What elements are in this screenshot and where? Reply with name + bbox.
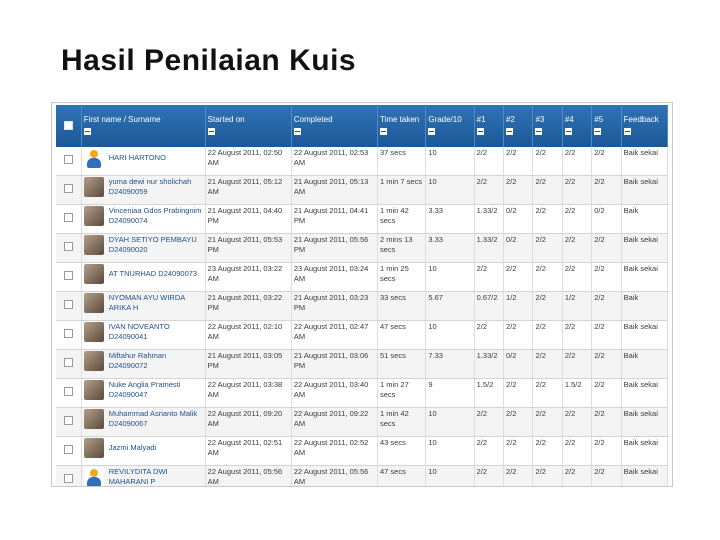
grade-cell[interactable]: 5.67 [426,292,474,321]
row-checkbox[interactable] [64,184,73,193]
q2-cell[interactable]: 2/2 [504,176,533,205]
collapse-icon[interactable] [565,128,572,135]
q2-cell[interactable]: 2/2 [504,263,533,292]
q4-cell[interactable]: 2/2 [562,263,591,292]
grade-cell[interactable]: 9 [426,379,474,408]
user-avatar[interactable] [84,293,104,313]
user-avatar[interactable] [84,177,104,197]
student-name-link[interactable]: Muhammad Asrianto Malik D24090067 [108,409,198,428]
grade-cell[interactable]: 10 [426,408,474,437]
started-cell: 21 August 2011, 04:40 PM [205,205,291,234]
collapse-icon[interactable] [428,128,435,135]
quiz-results-panel [51,102,673,487]
student-name-link[interactable]: Vinceniaa Gdos Prabingnim D24090074 [108,206,202,225]
q5-cell[interactable]: 2/2 [592,234,621,263]
q2-cell[interactable]: 2/2 [504,408,533,437]
q5-cell[interactable]: 2/2 [592,176,621,205]
q3-cell[interactable]: 2/2 [533,379,562,408]
q3-cell[interactable]: 2/2 [533,147,562,176]
grade-cell[interactable]: 10 [426,176,474,205]
row-checkbox[interactable] [64,271,73,280]
completed-cell: 22 August 2011, 05:56 AM [291,466,377,488]
q2-cell[interactable]: 2/2 [504,321,533,350]
time-cell: 1 min 42 secs [377,205,425,234]
student-name-link[interactable]: AT TNURHAD D24090073 [108,269,198,278]
table-row [56,234,668,263]
name-cell [81,292,205,321]
row-checkbox[interactable] [64,387,73,396]
q2-cell[interactable]: 1/2 [504,292,533,321]
q3-cell[interactable]: 2/2 [533,176,562,205]
time-cell: 43 secs [377,437,425,466]
user-avatar[interactable] [84,351,104,371]
student-name-link[interactable]: Jazmi Malyadi [108,443,157,452]
q4-cell[interactable]: 2/2 [562,437,591,466]
col-q4[interactable]: #4 [562,105,591,147]
collapse-icon[interactable] [380,128,387,135]
q2-cell[interactable]: 2/2 [504,147,533,176]
table-row [56,263,668,292]
student-name-link[interactable]: yuma dewi nur sholichah D24090059 [108,177,192,196]
time-cell: 47 secs [377,321,425,350]
grade-cell[interactable]: 10 [426,437,474,466]
table-row [56,205,668,234]
col-q2[interactable]: #2 [504,105,533,147]
feedback-cell: Baik sekai [621,408,667,437]
col-q5[interactable]: #5 [592,105,621,147]
q4-cell[interactable]: 2/2 [562,350,591,379]
student-name-link[interactable]: NYOMAN AYU WIRDA ARIKA H [108,293,185,312]
col-q3[interactable]: #3 [533,105,562,147]
completed-cell: 22 August 2011, 03:40 AM [291,379,377,408]
feedback-cell: Baik sekai [621,321,667,350]
default-user-icon[interactable] [84,148,104,168]
q1-cell[interactable]: 2/2 [474,466,503,488]
started-cell: 23 August 2011, 03:22 AM [205,263,291,292]
collapse-icon[interactable] [624,128,631,135]
feedback-cell: Baik sekai [621,176,667,205]
col-feedback[interactable]: Feedback [621,105,667,147]
q3-cell[interactable]: 2/2 [533,437,562,466]
select-all-header [56,105,81,147]
name-cell [81,205,205,234]
q5-cell[interactable]: 2/2 [592,321,621,350]
row-select-cell [56,437,81,466]
q4-cell[interactable]: 2/2 [562,234,591,263]
q3-cell[interactable]: 2/2 [533,321,562,350]
row-checkbox[interactable] [64,213,73,222]
select-all-checkbox[interactable] [64,121,73,130]
header-row [56,105,668,147]
slide-title: Hasil Penilaian Kuis [61,44,357,77]
grade-cell[interactable]: 7.33 [426,350,474,379]
q4-cell[interactable]: 1.5/2 [562,379,591,408]
q4-cell[interactable]: 2/2 [562,321,591,350]
q3-cell[interactable]: 2/2 [533,205,562,234]
completed-cell: 23 August 2011, 03:24 AM [291,263,377,292]
collapse-icon[interactable] [594,128,601,135]
table-row [56,466,668,488]
feedback-cell: Baik sekai [621,263,667,292]
feedback-cell: Baik sekai [621,379,667,408]
row-select-cell [56,350,81,379]
q2-cell[interactable]: 0/2 [504,234,533,263]
quiz-results-table [56,105,668,487]
name-cell [81,321,205,350]
name-cell [81,466,205,488]
completed-cell: 21 August 2011, 04:41 PM [291,205,377,234]
feedback-cell: Baik [621,292,667,321]
row-select-cell [56,234,81,263]
table-row [56,408,668,437]
time-cell: 37 secs [377,147,425,176]
col-time[interactable]: Time taken [377,105,425,147]
row-checkbox[interactable] [64,474,73,483]
q1-cell[interactable]: 2/2 [474,408,503,437]
started-cell: 21 August 2011, 03:22 PM [205,292,291,321]
table-row [56,292,668,321]
row-checkbox[interactable] [64,329,73,338]
q1-cell[interactable]: 2/2 [474,263,503,292]
grade-cell[interactable]: 10 [426,466,474,488]
collapse-icon[interactable] [477,128,484,135]
user-avatar[interactable] [84,206,104,226]
q5-cell[interactable]: 2/2 [592,292,621,321]
q1-cell[interactable]: 2/2 [474,437,503,466]
user-avatar[interactable] [84,264,104,284]
row-select-cell [56,176,81,205]
grade-cell[interactable]: 10 [426,321,474,350]
row-checkbox[interactable] [64,155,73,164]
q3-cell[interactable]: 2/2 [533,408,562,437]
q4-cell[interactable]: 2/2 [562,408,591,437]
row-select-cell [56,408,81,437]
user-avatar[interactable] [84,380,104,400]
q3-cell[interactable]: 2/2 [533,263,562,292]
q5-cell[interactable]: 2/2 [592,263,621,292]
q5-cell[interactable]: 2/2 [592,350,621,379]
table-row [56,437,668,466]
started-cell: 22 August 2011, 03:38 AM [205,379,291,408]
q5-cell[interactable]: 2/2 [592,408,621,437]
feedback-cell: Baik [621,350,667,379]
table-row [56,176,668,205]
started-cell: 22 August 2011, 09:20 AM [205,408,291,437]
feedback-cell: Baik sekai [621,147,667,176]
completed-cell: 21 August 2011, 03:06 PM [291,350,377,379]
started-cell: 21 August 2011, 05:12 AM [205,176,291,205]
q2-cell[interactable]: 0/2 [504,350,533,379]
q4-cell[interactable]: 2/2 [562,176,591,205]
completed-cell: 22 August 2011, 09:22 AM [291,408,377,437]
q4-cell[interactable]: 2/2 [562,205,591,234]
time-cell: 47 secs [377,466,425,488]
col-grade[interactable]: Grade/10 [426,105,474,147]
table-row [56,350,668,379]
time-cell: 2 mins 13 secs [377,234,425,263]
q1-cell[interactable]: 1.5/2 [474,379,503,408]
row-checkbox[interactable] [64,416,73,425]
time-cell: 1 min 25 secs [377,263,425,292]
name-cell [81,176,205,205]
student-name-link[interactable]: REVILYDITA DWI MAHARANI P [108,467,168,486]
q2-cell[interactable]: 0/2 [504,205,533,234]
q5-cell[interactable]: 2/2 [592,147,621,176]
col-name[interactable]: First name / Surname [81,105,205,147]
q3-cell[interactable]: 2/2 [533,234,562,263]
started-cell: 22 August 2011, 02:51 AM [205,437,291,466]
q2-cell[interactable]: 2/2 [504,437,533,466]
completed-cell: 21 August 2011, 05:13 AM [291,176,377,205]
col-completed[interactable]: Completed [291,105,377,147]
name-cell [81,263,205,292]
default-user-icon[interactable] [84,467,104,487]
q5-cell[interactable]: 2/2 [592,437,621,466]
q4-cell[interactable]: 2/2 [562,466,591,488]
q4-cell[interactable]: 2/2 [562,147,591,176]
name-cell [81,234,205,263]
time-cell: 51 secs [377,350,425,379]
row-checkbox[interactable] [64,445,73,454]
row-checkbox[interactable] [64,358,73,367]
student-name-link[interactable]: Miftahur Rahman D24090072 [108,351,167,370]
q5-cell[interactable]: 0/2 [592,205,621,234]
grade-cell[interactable]: 10 [426,263,474,292]
row-select-cell [56,147,81,176]
user-avatar[interactable] [84,322,104,342]
col-q1[interactable]: #1 [474,105,503,147]
user-avatar[interactable] [84,438,104,458]
row-select-cell [56,205,81,234]
user-avatar[interactable] [84,409,104,429]
row-checkbox[interactable] [64,242,73,251]
q1-cell[interactable]: 1.33/2 [474,350,503,379]
user-avatar[interactable] [84,235,104,255]
collapse-icon[interactable] [84,128,91,135]
collapse-icon[interactable] [506,128,513,135]
student-name-link[interactable]: HARI HARTONO [108,153,166,162]
grade-cell[interactable]: 3.33 [426,234,474,263]
row-checkbox[interactable] [64,300,73,309]
student-name-link[interactable]: IVAN NOVEANTO D24090041 [108,322,170,341]
time-cell: 1 min 27 secs [377,379,425,408]
completed-cell: 22 August 2011, 02:47 AM [291,321,377,350]
q1-cell[interactable]: 2/2 [474,147,503,176]
grade-cell[interactable]: 3.33 [426,205,474,234]
q5-cell[interactable]: 2/2 [592,379,621,408]
collapse-icon[interactable] [294,128,301,135]
started-cell: 22 August 2011, 05:56 AM [205,466,291,488]
col-started[interactable]: Started on [205,105,291,147]
feedback-cell: Baik [621,205,667,234]
row-select-cell [56,292,81,321]
name-cell [81,437,205,466]
time-cell: 1 min 7 secs [377,176,425,205]
time-cell: 1 min 42 secs [377,408,425,437]
feedback-cell: Baik sekai [621,437,667,466]
q1-cell[interactable]: 0.67/2 [474,292,503,321]
name-cell [81,350,205,379]
q5-cell[interactable]: 2/2 [592,466,621,488]
q1-cell[interactable]: 2/2 [474,176,503,205]
row-select-cell [56,379,81,408]
q1-cell[interactable]: 1.33/2 [474,205,503,234]
completed-cell: 22 August 2011, 02:53 AM [291,147,377,176]
q4-cell[interactable]: 1/2 [562,292,591,321]
started-cell: 22 August 2011, 02:10 AM [205,321,291,350]
q1-cell[interactable]: 1.33/2 [474,234,503,263]
table-row [56,147,668,176]
row-select-cell [56,263,81,292]
feedback-cell: Baik sekai [621,466,667,488]
q2-cell[interactable]: 2/2 [504,466,533,488]
q3-cell[interactable]: 2/2 [533,292,562,321]
time-cell: 33 secs [377,292,425,321]
name-cell [81,147,205,176]
collapse-icon[interactable] [535,128,542,135]
table-row [56,379,668,408]
name-cell [81,408,205,437]
row-select-cell [56,321,81,350]
table-row [56,321,668,350]
collapse-icon[interactable] [208,128,215,135]
row-select-cell [56,466,81,488]
q3-cell[interactable]: 2/2 [533,466,562,488]
started-cell: 22 August 2011, 02:50 AM [205,147,291,176]
name-cell [81,379,205,408]
started-cell: 21 August 2011, 05:53 PM [205,234,291,263]
q2-cell[interactable]: 2/2 [504,379,533,408]
completed-cell: 21 August 2011, 03:23 PM [291,292,377,321]
q1-cell[interactable]: 2/2 [474,321,503,350]
completed-cell: 21 August 2011, 05:56 PM [291,234,377,263]
feedback-cell: Baik sekai [621,234,667,263]
student-name-link[interactable]: DYAH SETIYO PEMBAYU D24090020 [108,235,197,254]
completed-cell: 22 August 2011, 02:52 AM [291,437,377,466]
student-name-link[interactable]: Nuke Anglia Pramesti D24090047 [108,380,181,399]
started-cell: 21 August 2011, 03:05 PM [205,350,291,379]
grade-cell[interactable]: 10 [426,147,474,176]
q3-cell[interactable]: 2/2 [533,350,562,379]
